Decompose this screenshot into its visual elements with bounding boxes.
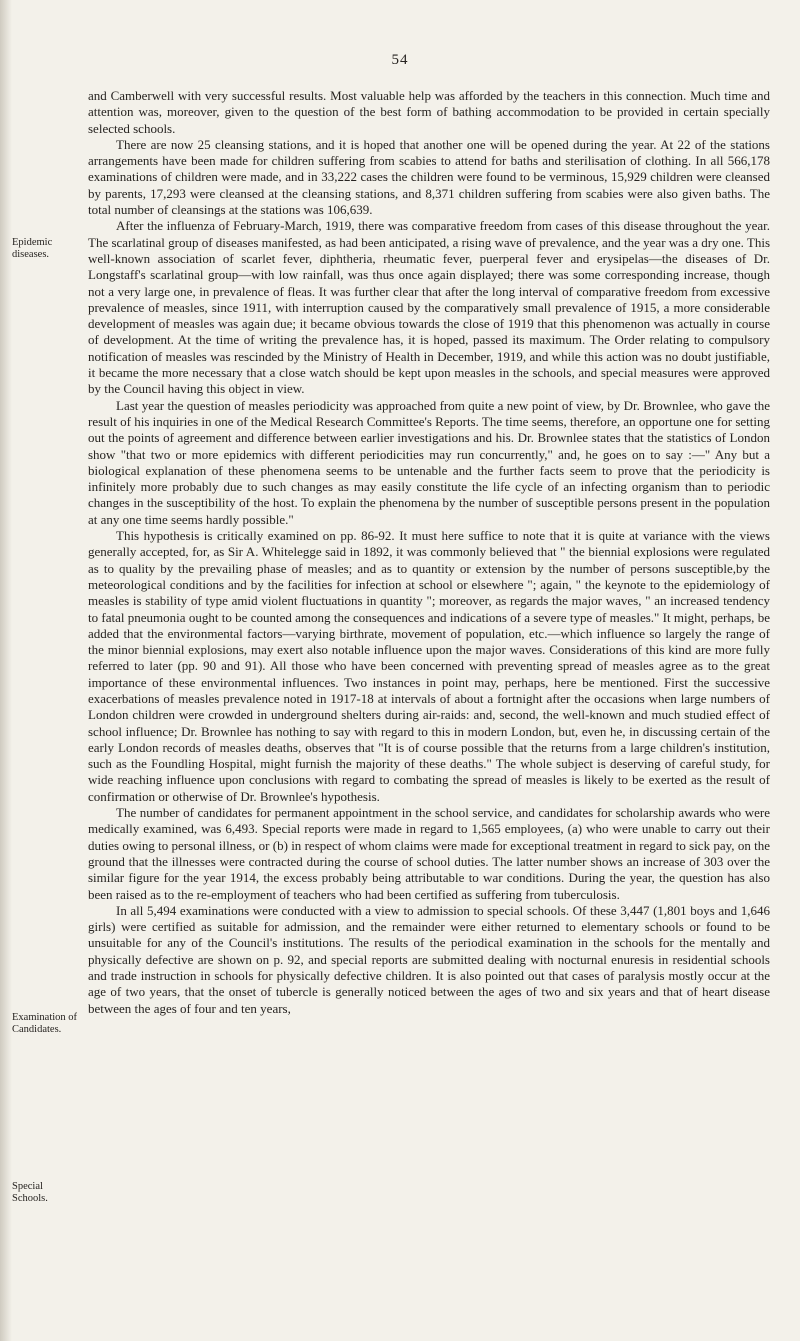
- paragraph-measles-periodicity: Last year the question of measles periodicity was approached from quite a new point of view, by Dr. Brownlee, who gave the result of his inquiries in one of the Medical Research Committee's Reports. The time seems, therefore, an opportune one for setting out the points of agreement and difference between earlier investigations and his. Dr. Brownlee states that the statistics of London show "that two or more epidemics with different periodicities may run concurrently," and, he goes on to say :—" Any but a biological explanation of these phenomena seems to be untenable and the further facts seem to prove that the periodicity is infinitely more probably due to such changes as may easily constitute the life cycle of an infecting organism than to periodic changes in the susceptibility of the host. To explain the phenomena by the number of susceptible persons present in the population at any one time seems hardly possible.": [88, 397, 770, 527]
- paragraph-epidemic-diseases: After the influenza of February-March, 1919, there was comparative freedom from cases of this disease throughout the year. The scarlatinal group of diseases manifested, as had been anticipated, a rising wave of prevalence, and the year was a dry one. This well-known association of scarlet fever, diphtheria, rheumatic fever, puerperal fever and erysipelas—the diseases of Dr. Longstaff's scarlatinal group—with low rainfall, was thus once again displayed; there was some corresponding increase, though not a very large one, in prevalence of fleas. It was further clear that after the long interval of comparative freedom from excessive prevalence of measles, since 1911, with interruption caused by the comparatively small prevalence of 1915, a more considerable development of measles was again due; it became obvious towards the close of 1919 that this phenomenon was actually in course of development. At the time of writing the prevalence has, it is hoped, passed its maximum. The Order relating to compulsory notification of measles was rescinded by the Ministry of Health in December, 1919, and while this action was no doubt justifiable, it became the more necessary that a close watch should be kept upon measles in the schools, and special measures were approved by the Council having this object in view.: [88, 218, 770, 397]
- paragraph-hypothesis: This hypothesis is critically examined on pp. 86-92. It must here suffice to note that it is quite at variance with the views generally accepted, for, as Sir A. Whitelegge said in 1892, it was commonly believed that " the biennial explosions were regulated as to quality by the prevailing phase of measles; and as to quantity or extension by the number of persons susceptible,by the meteorological conditions and by the facilities for infection at school or elsewhere "; again, " the keynote to the epidemiology of measles is stability of type amid violent fluctuations in quantity "; moreover, as regards the major waves, " an increased tendency to fatal pneumonia ought to be counted among the consequences and indications of a severe type of measles." It might, perhaps, be added that the environmental factors—varying birthrate, movement of population, etc.—which influence so largely the range of the minor biennial explosions, may exert also notable influence upon the major waves. Considerations of this kind are more fully referred to later (pp. 90 and 91). All those who have been concerned with preventing spread of measles agree as to the great importance of these environmental influences. Two instances in point may, perhaps, here be mentioned. First the successive exacerbations of measles prevalence noted in 1917-18 at intervals of about a fortnight after the occasions when large numbers of London children were crowded in underground shelters during air-raids: and, second, the well-known and much studied effect of school influence; Dr. Brownlee has nothing to say with regard to this in modern London, but, even he, in discussing certain of the early London records of measles deaths, observes that "It is of course possible that the returns from a large children's institution, such as the Foundling Hospital, might furnish the majority of these deaths." The whole subject is deserving of careful study, for wide reaching influence upon conclusions with regard to combating the spread of measles is likely to be exerted as the result of confirmation or otherwise of Dr. Brownlee's hypothesis.: [88, 528, 770, 804]
- margin-note-epidemic-diseases: Epidemic diseases.: [12, 237, 53, 260]
- page-number: 54: [391, 52, 409, 68]
- paragraph-cleansing-stations: There are now 25 cleansing stations, and it is hoped that another one will be opened during the year. At 22 of the stations arrangements have been made for children suffering from scabies to attend for baths and sterilisation of clothing. In all 566,178 examinations of children were made, and in 33,222 cases the children were found to be verminous, 15,929 children were cleansed by parents, 17,293 were cleansed at the cleansing stations, and 8,371 children suffering from scabies were also given baths. The total number of cleansings at the stations was 106,639.: [88, 136, 770, 218]
- page-edge: [0, 0, 12, 1341]
- margin-note-examination-of-candidates: Examination of Candidates.: [12, 1012, 78, 1035]
- body-text: [88, 88, 770, 1017]
- paragraph-examination-of-candidates: The number of candidates for permanent appointment in the school service, and candidates for scholarship awards who were medically examined, was 6,493. Special reports were made in regard to 1,565 employees, (a) who were unable to carry out their duties owing to personal illness, or (b) in respect of whom claims were made for exceptional treatment in regard to sick pay, on the ground that the illnesses were contracted during the course of school duties. The latter number shows an increase of 303 over the similar figure for the year 1914, the excess probably being attributable to war conditions. During the year, the question has also been raised as to the re-employment of teachers who had been certified as suffering from tuberculosis.: [88, 805, 770, 902]
- paragraph-bathing: and Camberwell with very successful results. Most valuable help was afforded by the teachers in this connection. Much time and attention was, moreover, given to the question of the best form of bathing accommodation to be provided in certain specially selected schools.: [88, 88, 770, 136]
- margin-note-special-schools: Special Schools.: [12, 1181, 48, 1204]
- paragraph-special-schools: In all 5,494 examinations were conducted with a view to admission to special schools. Of these 3,447 (1,801 boys and 1,646 girls) were certified as suitable for admission, and the remainder were either returned to elementary schools or found to be unsuitable for any of the Council's institutions. The results of the periodical examination in the schools for the mentally and physically defective are shown on p. 92, and special reports are submitted dealing with nocturnal enuresis in residential schools and trade instruction in schools for physically defective children. It is also pointed out that cases of paralysis mostly occur at the age of two years, that the onset of tubercle is generally noticed between the ages of two and six years and that of heart disease between the ages of four and ten years,: [88, 902, 770, 1016]
